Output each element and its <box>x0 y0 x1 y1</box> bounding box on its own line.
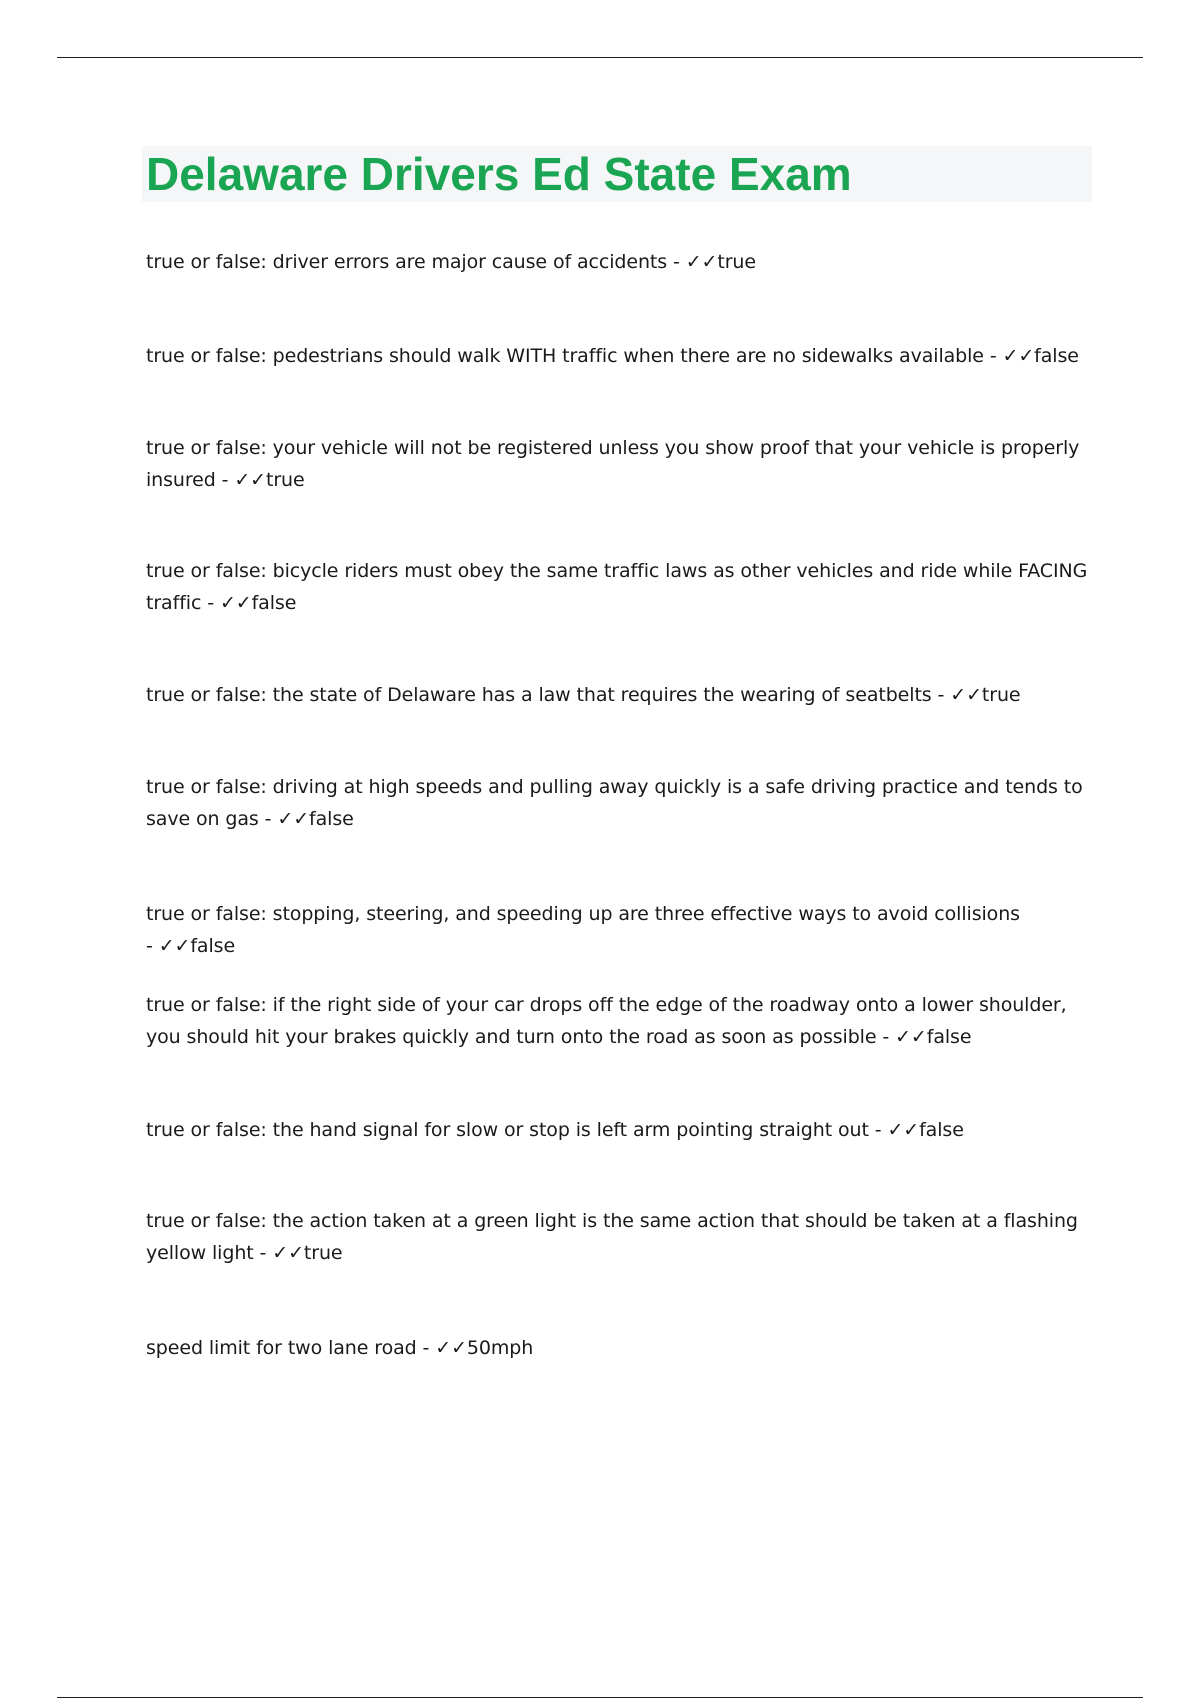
answer-separator: - <box>201 592 220 614</box>
check-icon: ✓✓ <box>435 1337 467 1359</box>
check-icon: ✓✓ <box>685 251 718 273</box>
qa-item-2 <box>146 340 1096 372</box>
question-text: true or false: your vehicle will not be registered unless you show proof that your vehicle is properly insured <box>146 437 1080 491</box>
answer-text: false <box>926 1026 972 1048</box>
qa-item-5 <box>146 679 1096 711</box>
check-icon: ✓✓ <box>234 469 266 491</box>
qa-item-7 <box>146 898 1096 962</box>
check-icon: ✓✓ <box>950 684 982 706</box>
question-text: true or false: the state of Delaware has a law that requires the wearing of seatbelts <box>146 684 932 706</box>
answer-text: true <box>981 684 1021 706</box>
question-text: true or false: if the right side of your car drops off the edge of the roadway onto a lower shoulder, you should hit your brakes quickly and turn onto the road as soon as possible <box>146 994 1067 1048</box>
qa-item-11 <box>146 1332 1096 1364</box>
qa-item-8 <box>146 989 1096 1053</box>
check-icon: ✓✓ <box>219 592 252 614</box>
question-text: true or false: bicycle riders must obey the same traffic laws as other vehicles and ride while FACING traffic <box>146 560 1088 614</box>
answer-text: false <box>1034 345 1079 367</box>
answer-text: 50mph <box>466 1337 534 1359</box>
document-title: Delaware Drivers Ed State Exam <box>146 148 852 200</box>
question-text: true or false: the action taken at a green light is the same action that should be taken at a flashing yellow light <box>146 1210 1078 1264</box>
answer-text: false <box>919 1119 964 1141</box>
check-icon: ✓✓ <box>887 1119 920 1141</box>
answer-separator: - <box>253 1242 273 1264</box>
check-icon: ✓✓ <box>1002 345 1035 367</box>
answer-separator: - <box>258 808 278 830</box>
question-text: true or false: driving at high speeds and pulling away quickly is a safe driving practice and tends to save on gas <box>146 776 1083 830</box>
qa-item-1 <box>146 246 1096 278</box>
check-icon: ✓✓ <box>895 1026 927 1048</box>
answer-separator: - <box>667 251 686 273</box>
question-text: speed limit for two lane road <box>146 1337 417 1359</box>
top-rule <box>57 57 1143 58</box>
answer-separator: - <box>876 1026 896 1048</box>
answer-separator: - <box>931 684 951 706</box>
check-icon: ✓✓ <box>272 1242 304 1264</box>
answer-text: true <box>266 469 305 491</box>
question-text: true or false: pedestrians should walk WITH traffic when there are no sidewalks available <box>146 345 984 367</box>
qa-item-6 <box>146 771 1096 835</box>
question-text: true or false: stopping, steering, and speeding up are three effective ways to avoid collisions <box>146 903 1020 925</box>
answer-separator: - <box>416 1337 436 1359</box>
qa-item-3 <box>146 432 1096 496</box>
check-icon: ✓✓ <box>277 808 310 830</box>
answer-text: false <box>251 592 297 614</box>
answer-separator: - <box>146 935 159 957</box>
question-text: true or false: driver errors are major cause of accidents <box>146 251 668 273</box>
qa-item-9 <box>146 1114 1096 1146</box>
answer-separator: - <box>215 469 235 491</box>
question-text: true or false: the hand signal for slow or stop is left arm pointing straight out <box>146 1119 869 1141</box>
answer-text: true <box>303 1242 343 1264</box>
answer-text: true <box>717 251 756 273</box>
bottom-rule <box>57 1697 1143 1698</box>
answer-text: false <box>309 808 354 830</box>
qa-item-10 <box>146 1205 1096 1269</box>
qa-item-4 <box>146 555 1096 619</box>
answer-text: false <box>190 935 236 957</box>
check-icon: ✓✓ <box>158 935 191 957</box>
answer-separator: - <box>983 345 1003 367</box>
answer-separator: - <box>868 1119 888 1141</box>
